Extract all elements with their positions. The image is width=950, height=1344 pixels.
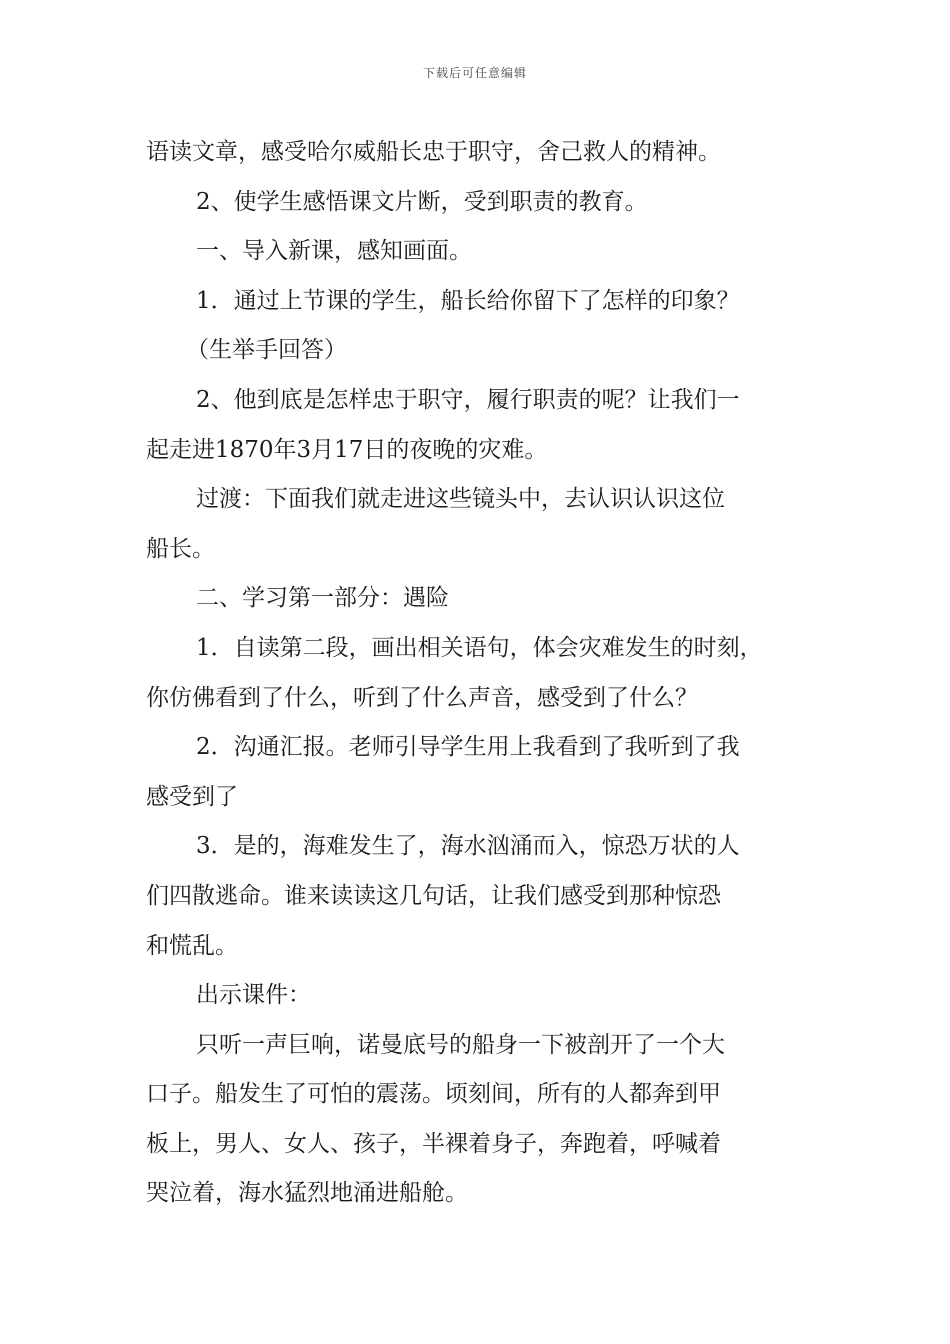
text-line: 你仿佛看到了什么，听到了什么声音，感受到了什么？: [146, 684, 698, 711]
quoted-text-line: 只听一声巨响，诺曼底号的船身一下被剖开了一个大: [196, 1031, 725, 1058]
text-line: 语读文章，感受哈尔威船长忠于职守，舍己救人的精神。: [146, 139, 721, 165]
text-line: 感受到了: [146, 783, 238, 810]
text-line: 船长。: [146, 535, 215, 562]
quoted-text-line: 板上，男人、女人、孩子，半裸着身子，奔跑着，呼喊着: [146, 1130, 721, 1157]
quoted-text-line: 口子。船发生了可怕的震荡。顷刻间，所有的人都奔到甲: [146, 1081, 721, 1108]
text-line: 2、他到底是怎样忠于职守，履行职责的呢？让我们一: [196, 386, 740, 413]
text-line: 出示课件：: [196, 982, 311, 1009]
text-line: 2、使学生感悟课文片断，受到职责的教育。: [196, 188, 648, 215]
text-line: 和慌乱。: [146, 932, 238, 959]
document-body: [146, 128, 810, 1219]
page-header-note: 下载后可任意编辑: [422, 66, 527, 80]
text-line: 们四散逃命。谁来读读这几句话，让我们感受到那种惊恐: [146, 882, 721, 909]
text-line: 1．通过上节课的学生，船长给你留下了怎样的印象？: [196, 287, 740, 314]
text-line: 过渡：下面我们就走进这些镜头中，去认识认识这位: [196, 486, 725, 513]
section-heading: 一、导入新课，感知画面。: [196, 238, 472, 265]
text-line: 2．沟通汇报。老师引导学生用上我看到了我听到了我: [196, 734, 740, 761]
text-line: 1．自读第二段，画出相关语句，体会灾难发生的时刻，: [196, 634, 763, 661]
text-line: 起走进1870年3月17日的夜晚的灾难。: [146, 436, 548, 463]
quoted-text-line: 哭泣着，海水猛烈地涌进船舱。: [146, 1180, 468, 1207]
section-heading: 二、学习第一部分：遇险: [196, 585, 449, 612]
text-line: （生举手回答）: [186, 337, 347, 364]
text-line: 3．是的，海难发生了，海水汹涌而入，惊恐万状的人: [196, 833, 740, 860]
